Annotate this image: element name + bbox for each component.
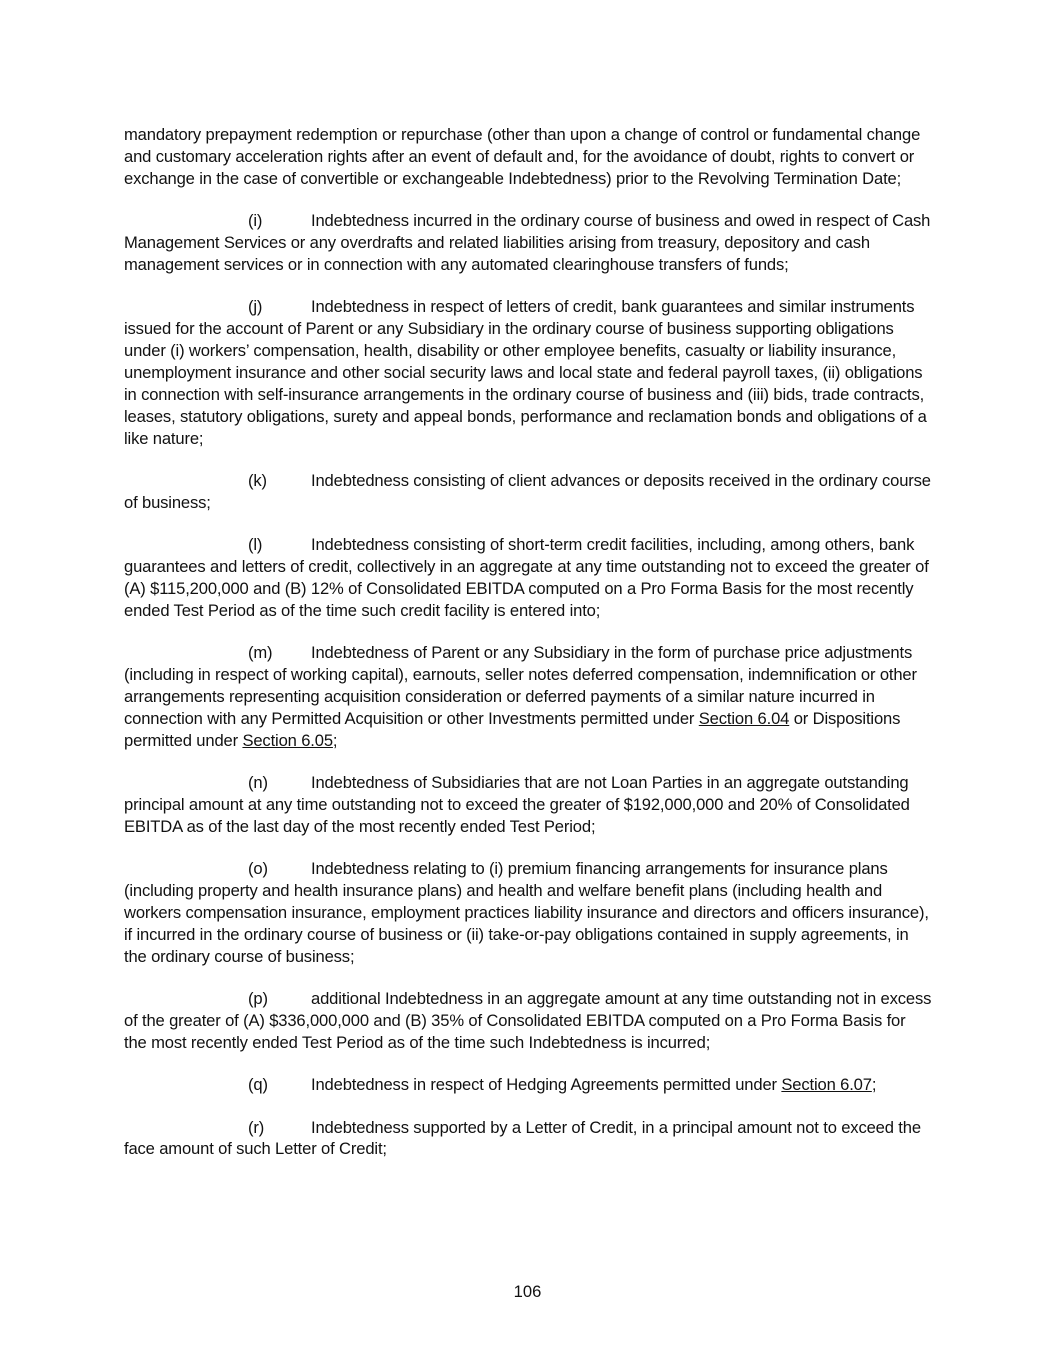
- clause-text: Indebtedness relating to (i) premium financing arrangements for insurance plans (including property and health insurance plans) and health and welfare benefit plans (including health and workers compensation insurance, employment practices liability insurance and directors and officers insurance), if incurred in the ordinary course of business or (ii) take-or-pay obligations contained in supply agreements, in the ordinary course of business;: [124, 859, 929, 966]
- clause-text: ;: [332, 730, 338, 750]
- clause-text: Indebtedness consisting of short-term credit facilities, including, among others, bank guarantees and letters of credit, collectively in an aggregate at any time outstanding not to exceed the greater of (A) $115,200,000 and (B) 12% of Consolidated EBITDA computed on a Pro Forma Basis for the most recently ended Test Period as of the time such credit facility is entered into;: [124, 535, 929, 620]
- clause-label: (l): [248, 535, 263, 555]
- document-body: [124, 124, 932, 1181]
- clause-text: Indebtedness incurred in the ordinary course of business and owed in respect of Cash Management Services or any overdrafts and related liabilities arising from treasury, depository and cash management services or in connection with any automated clearinghouse transfers of funds;: [124, 211, 931, 274]
- clause-i-content: [124, 211, 930, 274]
- clause-text: Indebtedness of Parent or any Subsidiary in the form of purchase price adjustments (including in respect of working capital), earnouts, seller notes deferred compensation, indemnification or other arrangements representing acquisition consideration or deferred payments of a similar nature incurred in connection with any Permitted Acquisition or other Investments permitted under: [124, 643, 917, 728]
- clause-i: [124, 210, 932, 276]
- clause-label: (j): [248, 297, 263, 317]
- clause-label: (n): [248, 773, 268, 793]
- section-reference-link[interactable]: Section 6.07: [781, 1075, 872, 1095]
- clause-m: [124, 642, 932, 752]
- clause-k: [124, 470, 932, 514]
- clause-text: Indebtedness in respect of letters of credit, bank guarantees and similar instruments issued for the account of Parent or any Subsidiary in the ordinary course of business supporting obligations under (i) workers’ compensation, health, disability or other employee benefits, casualty or liability insurance, unemployment insurance and other social security laws and local state and federal payroll taxes, (ii) obligations in connection with self-insurance arrangements in the ordinary course of business and (iii) bids, trade contracts, leases, statutory obligations, surety and appeal bonds, performance and reclamation bonds and obligations of a like nature;: [124, 297, 927, 448]
- clause-label: (q): [248, 1075, 268, 1095]
- clause-l: [124, 534, 932, 622]
- clause-r: [124, 1117, 932, 1161]
- clause-text: or Dispositions permitted under: [124, 708, 901, 750]
- clause-p: [124, 988, 932, 1054]
- clause-j: [124, 296, 932, 449]
- clause-text: Indebtedness of Subsidiaries that are not Loan Parties in an aggregate outstanding principal amount at any time outstanding not to exceed the greater of $192,000,000 and 20% of Consolidated EBITDA as of the last day of the most recently ended Test Period;: [124, 773, 910, 836]
- clause-text: ;: [871, 1075, 877, 1095]
- section-reference-link[interactable]: Section 6.05: [242, 730, 333, 750]
- section-reference-link[interactable]: Section 6.04: [698, 708, 790, 728]
- page-number: 106: [513, 1282, 542, 1301]
- clause-text: Indebtedness in respect of Hedging Agreements permitted under: [311, 1075, 782, 1095]
- clause-label: (p): [248, 989, 268, 1009]
- clause-label: (i): [248, 211, 263, 231]
- clause-text: Indebtedness consisting of client advances or deposits received in the ordinary course of business;: [124, 470, 931, 512]
- clause-n: [124, 772, 932, 838]
- clause-text: additional Indebtedness in an aggregate amount at any time outstanding not in excess of the greater of (A) $336,000,000 and (B) 35% of Consolidated EBITDA computed on a Pro Forma Basis for the most recently ended Test Period as of the time such Indebtedness is incurred;: [124, 989, 932, 1052]
- clause-label: (o): [248, 859, 268, 879]
- clause-text: Indebtedness supported by a Letter of Credit, in a principal amount not to exceed the face amount of such Letter of Credit;: [124, 1117, 921, 1159]
- clause-o: [124, 858, 932, 968]
- clause-label: (k): [248, 470, 267, 490]
- clause-q: [124, 1074, 932, 1096]
- intro-paragraph: mandatory prepayment redemption or repurchase (other than upon a change of control or fundamental change and customary acceleration rights after an event of default and, for the avoidance of doubt, rights to convert or exchange in the case of convertible or exchangeable Indebtedness) prior to the Revolving Termination Date;: [124, 125, 921, 188]
- clause-label: (m): [248, 643, 273, 663]
- clause-label: (r): [248, 1117, 265, 1137]
